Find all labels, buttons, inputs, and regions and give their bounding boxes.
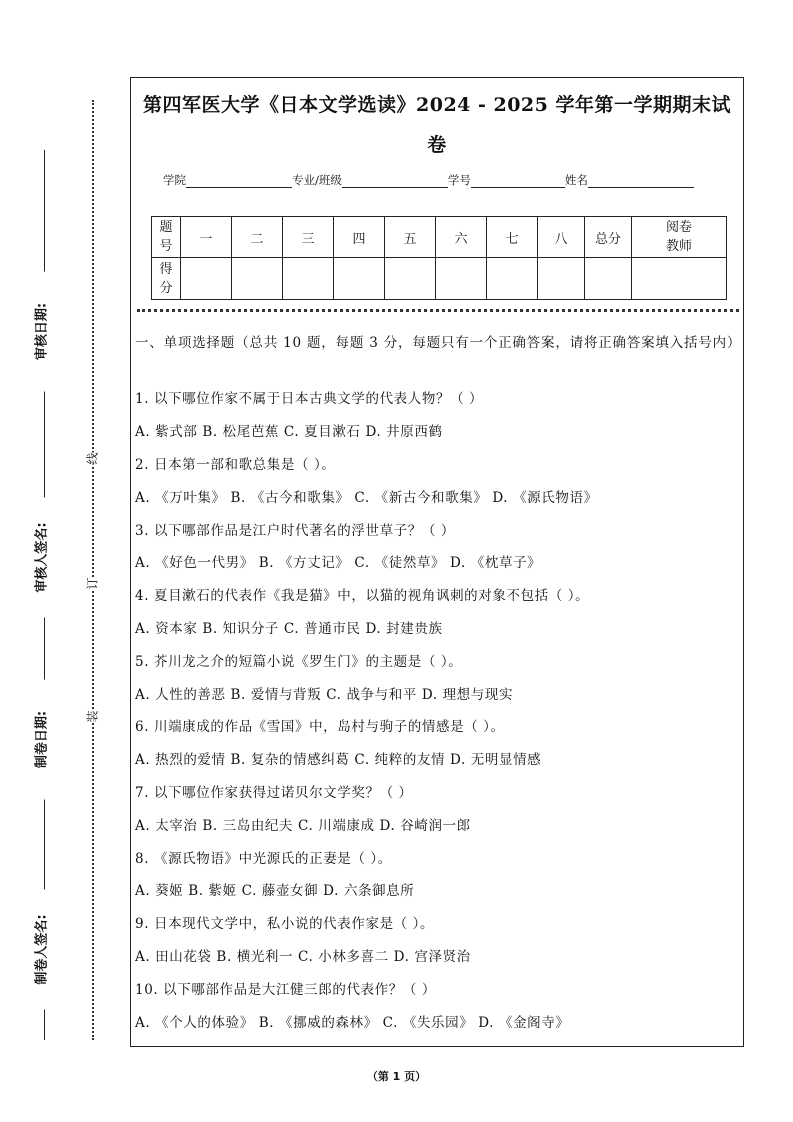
options-6: A. 热烈的爱情 B. 复杂的情感纠葛 C. 纯粹的友情 D. 无明显情感: [135, 752, 542, 768]
reviewer-signature-label: 审核人签名:: [31, 498, 50, 618]
col-4: 四: [334, 217, 385, 258]
score-cell-8[interactable]: [538, 258, 585, 300]
col-total: 总分: [585, 217, 632, 258]
options-3: A. 《好色一代男》 B. 《方丈记》 C. 《徒然草》 D. 《枕草子》: [135, 555, 542, 571]
options-1: A. 紫式部 B. 松尾芭蕉 C. 夏目漱石 D. 井原西鹤: [135, 424, 443, 440]
binding-char-xian: 线: [85, 452, 100, 465]
question-6: 6. 川端康成的作品《雪国》中，岛村与驹子的情感是（ ）。: [135, 719, 505, 735]
binding-margin: [0, 0, 130, 1122]
options-10: A. 《个人的体验》 B. 《挪威的森林》 C. 《失乐园》 D. 《金阁寺》: [135, 1015, 570, 1031]
section-separator: [137, 309, 739, 312]
question-5: 5. 芥川龙之介的短篇小说《罗生门》的主题是（ ）。: [135, 654, 463, 670]
score-cell-7[interactable]: [487, 258, 538, 300]
exam-title-line2: 卷: [427, 134, 447, 156]
options-5: A. 人性的善恶 B. 爱情与背叛 C. 战争与和平 D. 理想与现实: [135, 687, 514, 703]
student-id-label: 学号: [447, 173, 471, 187]
score-table: [151, 216, 727, 300]
score-cell-5[interactable]: [385, 258, 436, 300]
col-7: 七: [487, 217, 538, 258]
col-3: 三: [283, 217, 334, 258]
college-label: 学院: [163, 173, 186, 187]
major-class-label: 专业/班级: [292, 173, 342, 187]
page-number: （第 1 页）: [366, 1070, 427, 1083]
question-4: 4. 夏目漱石的代表作《我是猫》中，以猫的视角讽刺的对象不包括（ ）。: [135, 588, 590, 604]
question-10: 10. 以下哪部作品是大江健三郎的代表作？（ ）: [135, 982, 436, 998]
student-id-field[interactable]: [471, 173, 565, 188]
score-cell-2[interactable]: [232, 258, 283, 300]
name-field[interactable]: [588, 173, 694, 188]
college-field[interactable]: [186, 173, 292, 188]
paper-maker-signature-label: 制卷人签名:: [31, 890, 50, 1010]
binding-char-ding: 订: [85, 577, 100, 590]
question-7: 7. 以下哪位作家获得过诺贝尔文学奖？（ ）: [135, 785, 413, 801]
score-row-header-score: 得 分: [152, 258, 181, 300]
score-cell-total[interactable]: [585, 258, 632, 300]
score-cell-6[interactable]: [436, 258, 487, 300]
col-2: 二: [232, 217, 283, 258]
options-9: A. 田山花袋 B. 横光利一 C. 小林多喜二 D. 宫泽贤治: [135, 949, 471, 965]
major-class-field[interactable]: [342, 173, 448, 188]
student-info-row: [163, 172, 694, 188]
col-1: 一: [181, 217, 232, 258]
col-6: 六: [436, 217, 487, 258]
question-8: 8. 《源氏物语》中光源氏的正妻是（ ）。: [135, 851, 392, 867]
review-date-label: 审核日期:: [31, 272, 50, 392]
col-8: 八: [538, 217, 585, 258]
section1-intro: 一、单项选择题（总共 10 题，每题 3 分，每题只有一个正确答案，请将正确答案填入括号内）: [135, 335, 742, 351]
paper-date-label: 制卷日期:: [31, 680, 50, 800]
score-cell-4[interactable]: [334, 258, 385, 300]
binding-line: [92, 100, 94, 1040]
binding-char-zhuang: 装: [85, 710, 100, 723]
exam-title-line1: 第四军医大学《日本文学选读》2024 - 2025 学年第一学期期末试: [143, 94, 731, 116]
question-1: 1. 以下哪位作家不属于日本古典文学的代表人物？（ ）: [135, 391, 484, 407]
options-4: A. 资本家 B. 知识分子 C. 普通市民 D. 封建贵族: [135, 621, 443, 637]
score-cell-grader[interactable]: [632, 258, 727, 300]
question-3: 3. 以下哪部作品是江户时代著名的浮世草子？（ ）: [135, 523, 455, 539]
col-5: 五: [385, 217, 436, 258]
score-cell-1[interactable]: [181, 258, 232, 300]
score-cell-3[interactable]: [283, 258, 334, 300]
options-8: A. 葵姬 B. 紫姬 C. 藤壶女御 D. 六条御息所: [135, 883, 415, 899]
question-2: 2. 日本第一部和歌总集是（ ）。: [135, 457, 336, 473]
options-2: A. 《万叶集》 B. 《古今和歌集》 C. 《新古今和歌集》 D. 《源氏物语》: [135, 490, 598, 506]
name-label: 姓名: [564, 173, 588, 187]
question-9: 9. 日本现代文学中，私小说的代表作家是（ ）。: [135, 916, 435, 932]
col-grader: 阅卷 教师: [632, 217, 727, 258]
score-row-header-question: 题 号: [152, 217, 181, 258]
options-7: A. 太宰治 B. 三岛由纪夫 C. 川端康成 D. 谷崎润一郎: [135, 818, 471, 834]
